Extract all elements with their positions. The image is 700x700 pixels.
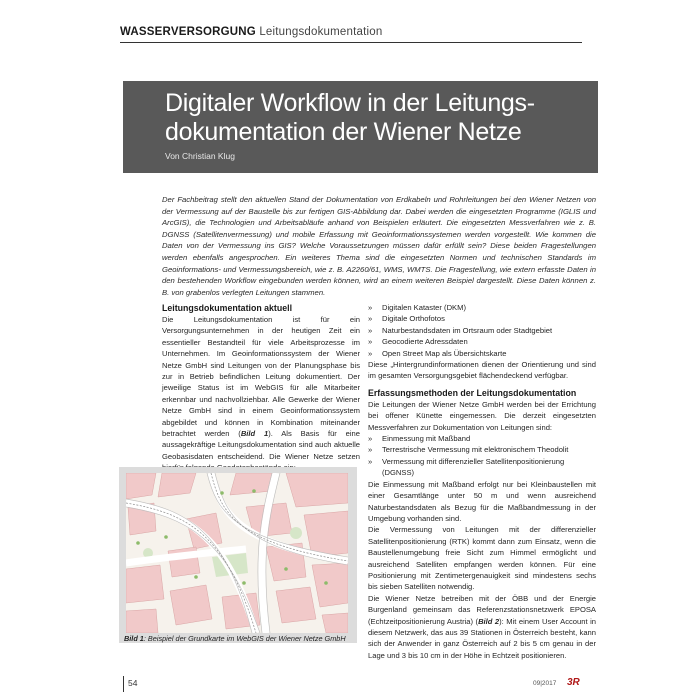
list-item-text: Einmessung mit Maßband	[382, 434, 471, 444]
paragraph-methods: Die Leitungen der Wiener Netze GmbH werden bei der Errichtung bei offener Künette eingemessen. Die derzeit eingesetzten Messverfahren zur Dokumentation von Leitungen sind:	[368, 399, 596, 432]
list-item	[368, 444, 596, 455]
list-item-text: Geocodierte Adressdaten	[382, 337, 468, 347]
running-header	[120, 26, 382, 38]
header-divider	[120, 42, 582, 43]
paragraph-eposa: Die Wiener Netze betreiben mit der ÖBB und der Energie Burgenland gemeinsam das Referenzstationsnetzwerk EPOSA (Echtzeitpositionierung Austria) (Bild 2): Mit einem User Account in diesem Netzwerk, das aus 39 Stationen in Österreich besteht, kann sich der Anwender in ganz Österreich auf 2 bis 5 cm genau in der Lage und 3 bis 10 cm in der Höhe in Echtzeit positionieren.	[368, 593, 596, 660]
column-right	[368, 302, 596, 661]
map-graphic	[126, 473, 348, 633]
column-left	[162, 302, 360, 474]
list-item	[368, 325, 596, 336]
figure-ref-1: Bild 1	[240, 429, 269, 439]
abstract: Der Fachbeitrag stellt den aktuellen Stand der Dokumentation von Erdkabeln und Rohrleitungen bei den Wiener Netzen von der Vermessung auf der Baustelle bis zur fertigen GIS-Abbildung dar. Dabei werden die eingesetzten Programme (IGLIS und ArcGIS), die Technologien und Arbeitsabläufe anhand von Beispielen erläutert. Die eingesetzten Messverfahren wie z. B. DGNSS (Satellitenvermessung) und mobile Erfassung mit Geoinformationssystemen werden vorgestellt. Wie kommen die Daten von der Vermessung ins GIS? Welche Voraussetzungen müssen dafür erfüllt sein? Diese beiden Fragestellungen werden ebenfalls angesprochen. Ein weiteres Thema sind die eingesetzten Normen und technischen Standards im Geoinformations- und Vermessungsbereich, wie z. B. A2260/61, WMS, WMTS. Die Fragestellung, wie extern erfasste Daten in den bestehenden Workflow eingebunden werden können, wird an einem weiteren Beispiel dargestellt. Diese Daten können z. B. von grabenlos verlegten Leitungen stammen.	[162, 195, 596, 297]
footer-divider	[123, 676, 124, 692]
section-heading-current: Leitungsdokumentation aktuell	[162, 303, 293, 313]
paragraph-intro: Die Leitungsdokumentation ist für ein Versorgungsunternehmen in der heutigen Zeit ein essentieller Bestandteil für viele Arbeitsprozesse im Unternehmen. Im Geoinformationssystem der Wiener Netze GmbH sind Leitungen von der Planungsphase bis zur in Betrieb befindlichen Leitung dokumentiert. Der jeweilige Status ist im WebGIS für alle Mitarbeiter erkennbar und nachvollziehbar. Alle Gewerke der Wiener Netze GmbH sind in einem Geoinformationssystem abgebildet und können in Kombination miteinander betrachtet werden (Bild 1). Als Basis für eine aussagekräftige Leitungsdokumentation sind auch aktuelle Geobasisdaten entscheidend. Die Wiener Netze setzen	[162, 315, 360, 461]
bullet-marker: »	[368, 314, 373, 324]
article-title	[165, 89, 535, 147]
issue-label: 09|2017	[533, 680, 557, 687]
figure-label: Bild 1	[124, 634, 144, 643]
list-item-text: Open Street Map als Übersichtskarte	[382, 348, 507, 358]
list-item-text: Digitale Orthofotos	[382, 314, 445, 324]
list-item-text: Digitalen Kataster (DKM)	[382, 303, 466, 312]
magazine-logo: 3R	[567, 677, 580, 688]
figure-caption: Bild 1: Beispiel der Grundkarte im WebGIS der Wiener Netze GmbH	[124, 634, 346, 643]
list-item-text: Naturbestandsdaten im Ortsraum oder Stadtgebiet	[382, 325, 553, 335]
geodata-list	[368, 302, 596, 359]
header-subsection: Leitungsdokumentation	[259, 26, 383, 38]
bullet-marker: »	[368, 434, 373, 444]
list-item	[368, 456, 596, 479]
title-line-1: Digitaler Workflow in der Leitungs-	[165, 89, 535, 117]
list-item	[368, 313, 596, 324]
list-item	[368, 433, 596, 444]
measurement-list	[368, 433, 596, 479]
bullet-marker: »	[368, 348, 373, 358]
paragraph-background: Diese „Hintergrundinformationen dienen der Orientierung und sind im gesamten Versorgungsgebiet flächendeckend verfügbar.	[368, 360, 596, 381]
bullet-marker: »	[368, 337, 373, 347]
paragraph-tape: Die Einmessung mit Maßband erfolgt nur bei Kleinbaustellen mit einer Gesamtlänge unter 50 m und wenn ausreichend Naturbestandsdaten als Bezug für die Maßbandmessung in der Umgebung vorhanden sind.	[368, 479, 596, 523]
list-item	[368, 302, 596, 313]
bullet-marker: »	[368, 303, 373, 312]
title-line-2: dokumentation der Wiener Netze	[165, 118, 522, 146]
list-item-text: Vermessung mit differenzieller Satellitenpositionierung (DGNSS)	[382, 456, 565, 478]
paragraph-rtk: Die Vermessung von Leitungen mit der differenzieller Satellitenpositionierung (RTK) kommt dann zum Einsatz, wenn die Baustellenumgebung freie Sicht zum Himmel ermöglicht und ausreichend Satelliten empfangen werden können. Für eine Positionierung mit Zentimetergenauigkeit sind mindestens sechs bis sieben Satelliten notwendig.	[368, 525, 596, 592]
header-section: WASSERVERSORGUNG	[120, 26, 256, 38]
page-number: 54	[128, 678, 138, 688]
list-item	[368, 336, 596, 347]
bullet-marker: »	[368, 325, 373, 335]
list-item-text: Terrestrische Vermessung mit elektronischem Theodolit	[382, 445, 569, 455]
list-item	[368, 348, 596, 359]
title-banner	[123, 81, 598, 173]
bullet-marker: »	[368, 445, 373, 455]
author-byline: Von Christian Klug	[165, 151, 235, 161]
section-heading-methods: Erfassungsmethoden der Leitungsdokumentation	[368, 387, 577, 398]
bullet-marker: »	[368, 456, 373, 466]
webgis-map-figure	[126, 473, 348, 633]
figure-ref-2: Bild 2	[478, 616, 500, 626]
